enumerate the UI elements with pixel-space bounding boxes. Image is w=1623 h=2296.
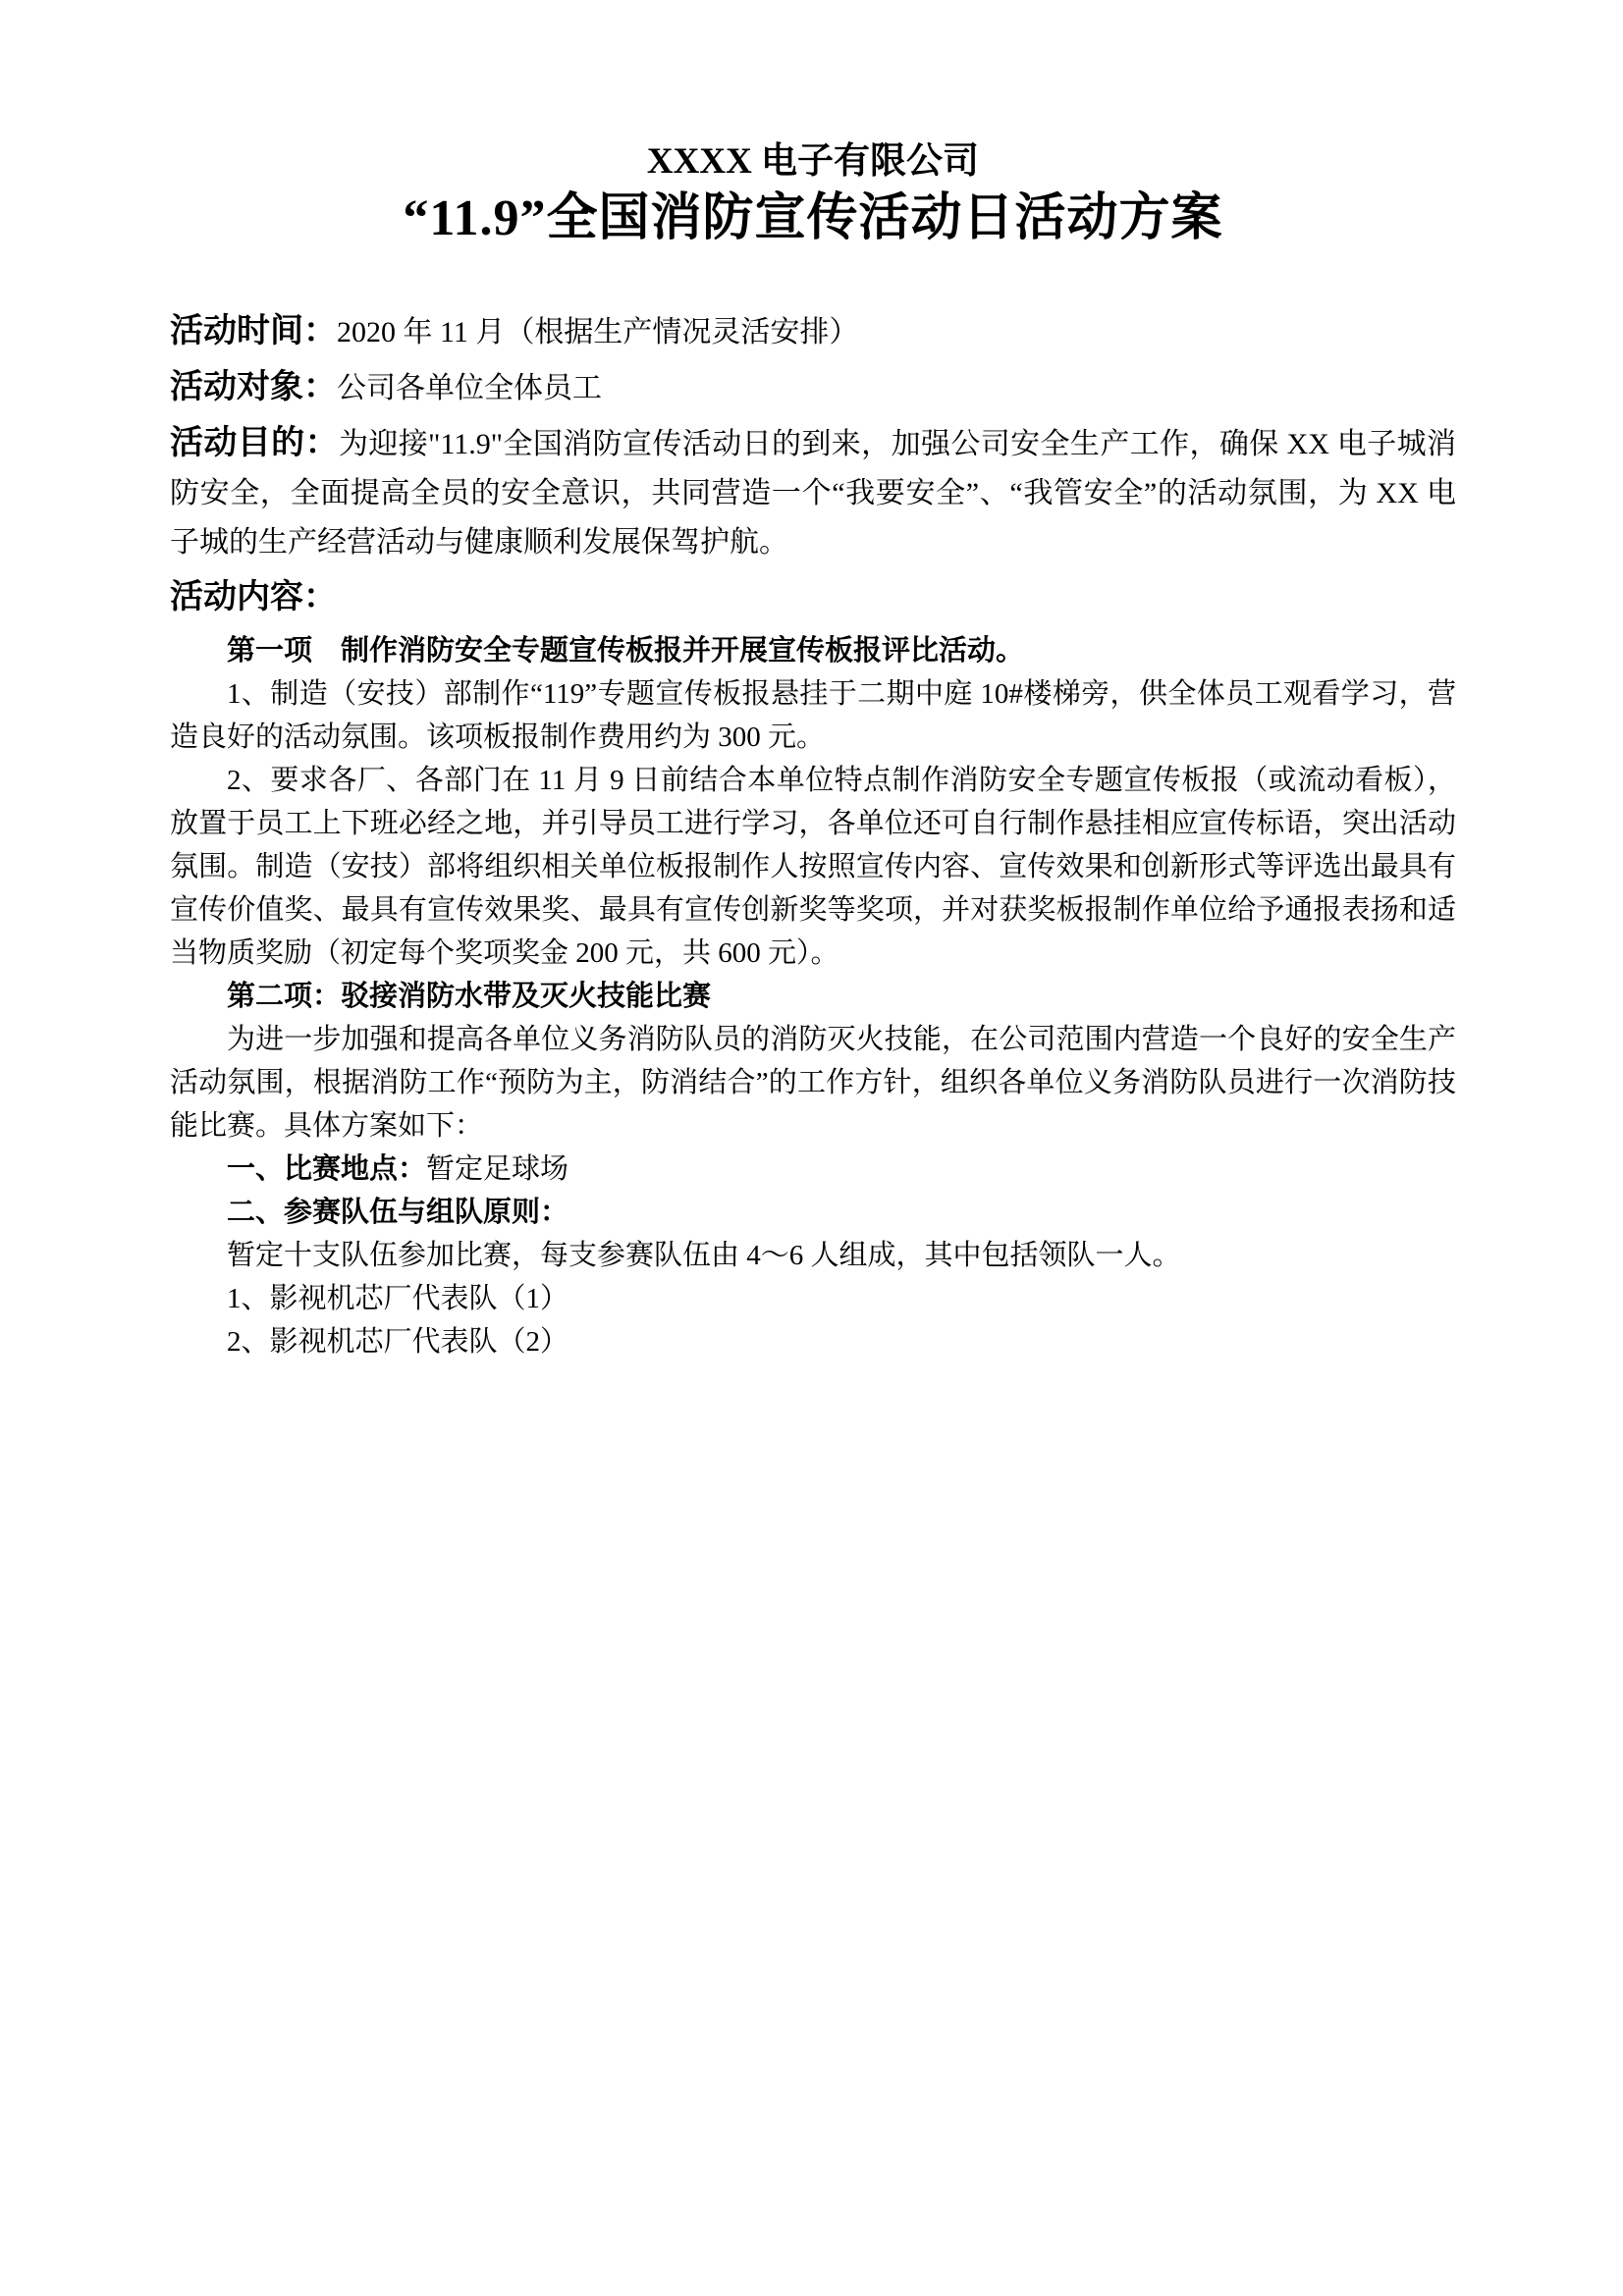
section1-heading: 第一项 制作消防安全专题宣传板报并开展宣传板报评比活动。 bbox=[227, 634, 1025, 667]
meta-activity-purpose bbox=[170, 419, 1456, 567]
section2-point-teams-heading: 二、参赛队伍与组队原则： bbox=[227, 1196, 569, 1228]
document-title: “11.9”全国消防宣传活动日活动方案 bbox=[403, 189, 1223, 246]
meta-activity-purpose-label: 活动目的： bbox=[170, 424, 339, 461]
meta-activity-target-label: 活动对象： bbox=[170, 368, 337, 405]
meta-activity-time bbox=[170, 307, 1456, 357]
meta-activity-purpose-text: 为迎接"11.9"全国消防宣传活动日的到来，加强公司安全生产工作，确保 XX 电子城消防安全，全面提高全员的安全意识，共同营造一个“我要安全”、“我管安全”的活动氛围，为 XX 电子城的生产经营活动与健康顺利发展保驾护航。 bbox=[170, 427, 1457, 559]
meta-activity-target-text: 公司各单位全体员工 bbox=[337, 371, 602, 404]
section2-point-location-label: 一、比赛地点： bbox=[227, 1152, 427, 1185]
team-list-item-1: 1、影视机芯厂代表队（1） bbox=[227, 1282, 569, 1314]
meta-activity-time-label: 活动时间： bbox=[170, 312, 337, 349]
section2-paragraph-1: 为进一步加强和提高各单位义务消防队员的消防灭火技能，在公司范围内营造一个良好的安全生产活动氛围，根据消防工作“预防为主，防消结合”的工作方针，组织各单位义务消防队员进行一次消防技能比赛。具体方案如下： bbox=[170, 1023, 1456, 1142]
company-name-title: XXXX 电子有限公司 bbox=[646, 141, 980, 182]
section1-paragraph-1: 1、制造（安技）部制作“119”专题宣传板报悬挂于二期中庭 10#楼梯旁，供全体员工观看学习，营造良好的活动氛围。该项板报制作费用约为 300 元。 bbox=[170, 677, 1456, 753]
section2-point-location bbox=[170, 1148, 1456, 1191]
meta-activity-target bbox=[170, 363, 1456, 413]
section2-point-location-text: 暂定足球场 bbox=[426, 1152, 569, 1185]
section2-heading: 第二项：驳接消防水带及灭火技能比赛 bbox=[227, 980, 712, 1012]
meta-activity-time-text: 2020 年 11 月（根据生产情况灵活安排） bbox=[337, 315, 859, 348]
section1-paragraph-2: 2、要求各厂、各部门在 11 月 9 日前结合本单位特点制作消防安全专题宣传板报（或流动看板），放置于员工上下班必经之地，并引导员工进行学习，各单位还可自行制作悬挂相应宣传标语，突出活动氛围。制造（安技）部将组织相关单位板报制作人按照宣传内容、宣传效果和创新形式等评选出最具有宣传价值奖、最具有宣传效果奖、最具有宣传创新奖等奖项，并对获奖板报制作单位给予通报表扬和适当物质奖励（初定每个奖项奖金 200 元，共 600 元）。 bbox=[170, 764, 1456, 969]
section2-paragraph-2: 暂定十支队伍参加比赛，每支参赛队伍由 4～6 人组成，其中包括领队一人。 bbox=[227, 1239, 1181, 1271]
team-list-item-2: 2、影视机芯厂代表队（2） bbox=[227, 1325, 569, 1358]
content-heading-label: 活动内容： bbox=[170, 578, 337, 615]
content-heading bbox=[170, 573, 1456, 623]
